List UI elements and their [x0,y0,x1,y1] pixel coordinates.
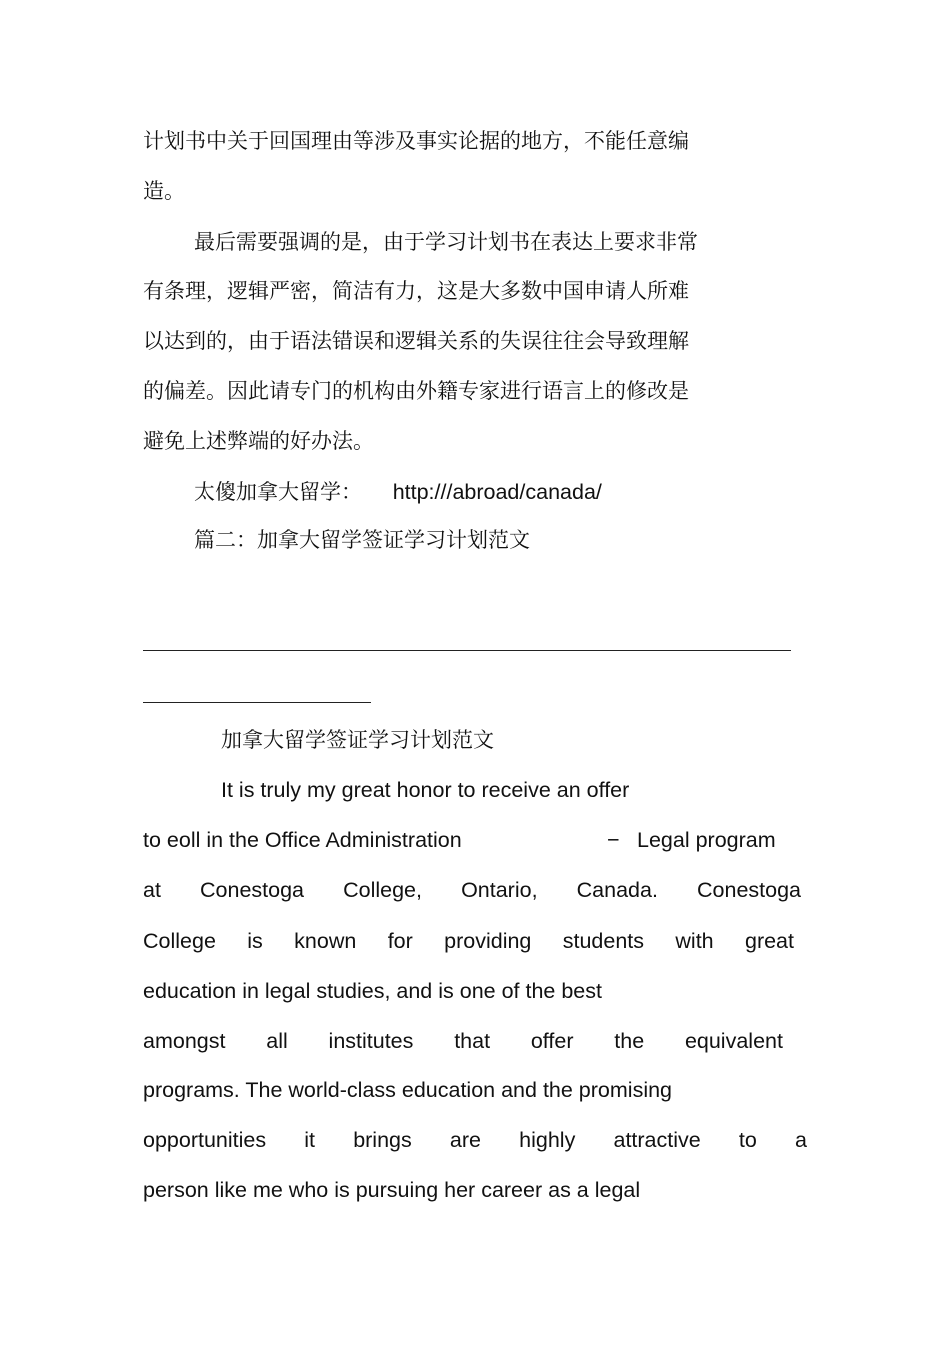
essay-title: 加拿大留学签证学习计划范文 [221,728,494,752]
word: institutes [328,1029,414,1053]
essay-line-2 [143,827,785,853]
word: a [794,1128,807,1152]
paragraph-2-line-3: 以达到的，由于语法错误和逻辑关系的失误往往会导致理解 [143,329,689,353]
paragraph-1-line-1: 计划书中关于回国理由等涉及事实论据的地方，不能任意编 [143,129,689,153]
word: known [294,929,357,953]
word: College, [343,878,422,902]
dash-symbol: − [607,828,620,852]
word: with [675,929,714,953]
word: highly [519,1128,576,1152]
word: the [614,1029,645,1053]
essay-line-3 [143,877,801,903]
word: it [304,1128,316,1152]
paragraph-2-line-5: 避免上述弊端的好办法。 [143,429,374,453]
word: Canada. [576,878,658,902]
word: providing [444,929,532,953]
section-heading: 篇二：加拿大留学签证学习计划范文 [194,528,530,552]
word: offer [530,1029,574,1053]
paragraph-2-line-4: 的偏差。因此请专门的机构由外籍专家进行语言上的修改是 [143,379,689,403]
word: great [744,929,794,953]
word: Conestoga [200,878,305,902]
word: amongst [143,1029,226,1053]
separator-line [143,650,791,651]
separator-line-short [143,702,371,703]
legal-program-text: Legal program [637,828,776,852]
essay-line-4 [143,928,794,954]
essay-line-2-text: to eoll in the Office Administration [143,828,462,852]
source-line [194,479,602,505]
essay-line-8 [143,1127,807,1153]
word: equivalent [684,1029,783,1053]
word: brings [353,1128,412,1152]
source-url: http:///abroad/canada/ [392,480,602,504]
essay-line-6 [143,1028,783,1054]
word: at [143,878,161,902]
paragraph-1-line-2: 造。 [143,179,185,203]
essay-line-9: person like me who is pursuing her career as a legal [143,1178,641,1202]
word: all [266,1029,288,1053]
word: for [387,929,413,953]
word: attractive [613,1128,701,1152]
word: Ontario, [461,878,538,902]
word: that [454,1029,491,1053]
source-label: 太傻加拿大留学： [194,480,362,504]
word: are [449,1128,481,1152]
essay-line-5: education in legal studies, and is one of the best [143,979,602,1003]
word: opportunities [143,1128,267,1152]
word: is [247,929,263,953]
word: Conestoga [697,878,801,902]
word: students [562,929,645,953]
essay-line-7: programs. The world-class education and the promising [143,1078,673,1102]
essay-line-1: It is truly my great honor to receive an offer [221,778,630,802]
word: College [143,929,216,953]
paragraph-2-line-2: 有条理，逻辑严密，简洁有力，这是大多数中国申请人所难 [143,279,689,303]
paragraph-2-line-1: 最后需要强调的是，由于学习计划书在表达上要求非常 [194,230,698,254]
word: to [738,1128,757,1152]
